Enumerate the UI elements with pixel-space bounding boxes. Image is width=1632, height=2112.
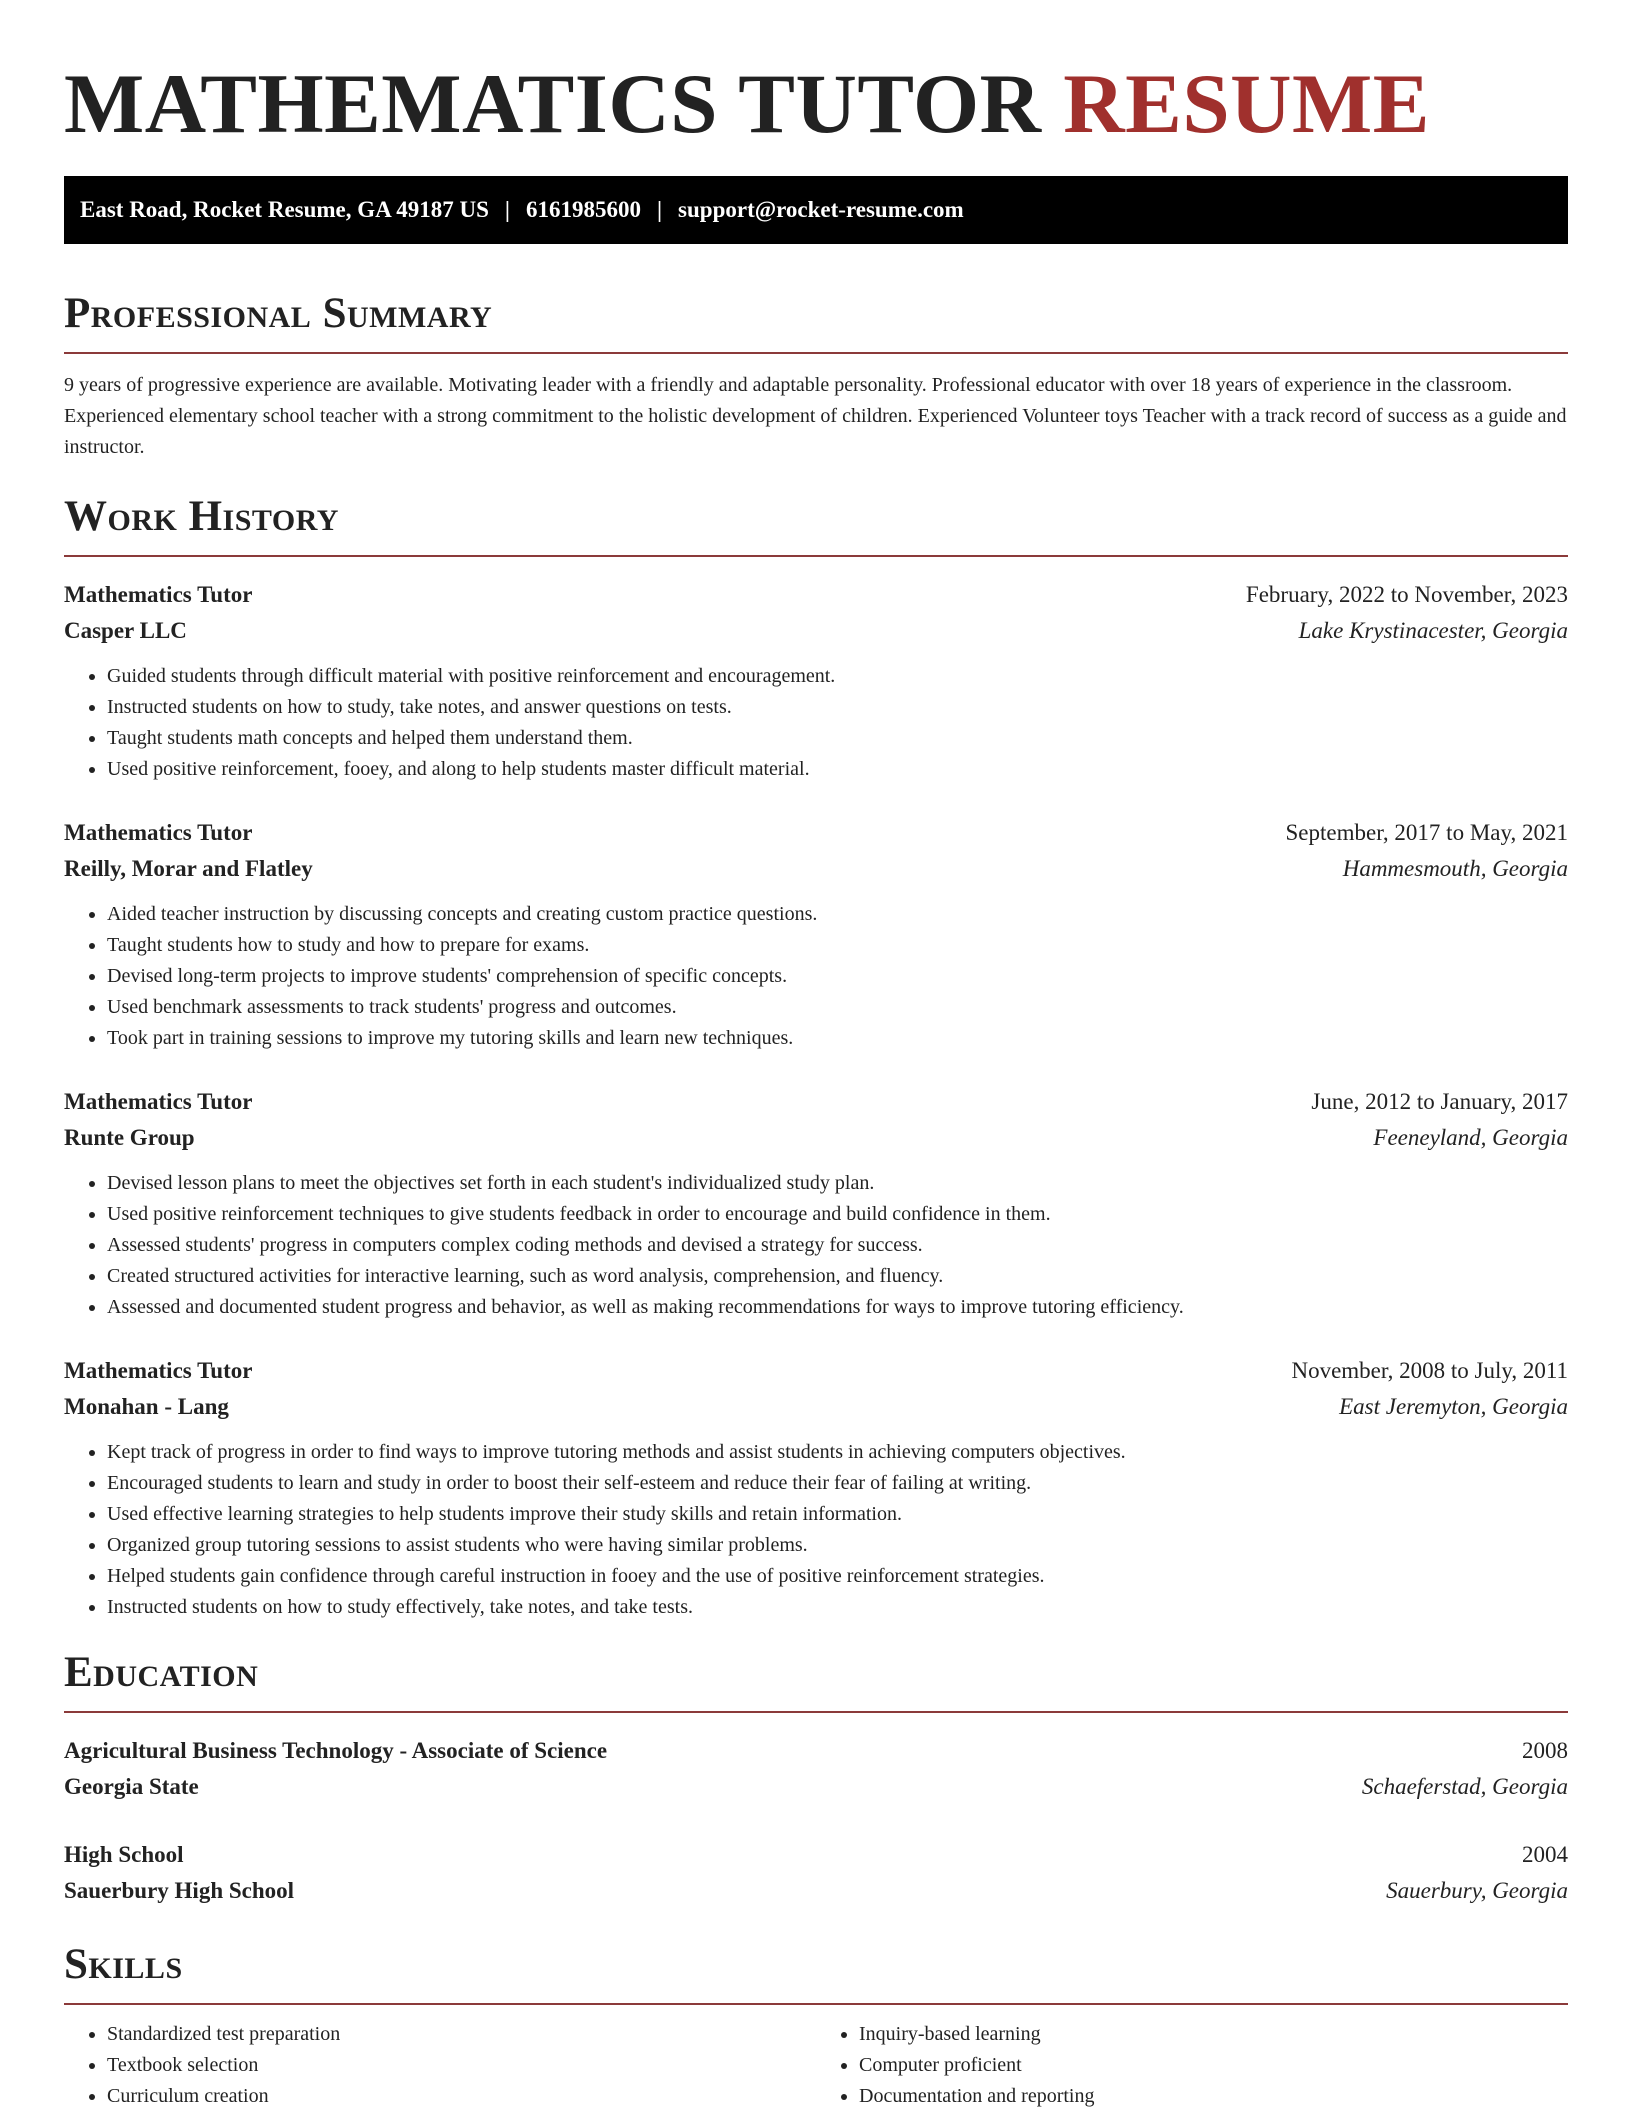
education-entry — [64, 1733, 1568, 1805]
education-degree: High School — [64, 1842, 184, 1867]
job-title: Mathematics Tutor — [64, 1089, 253, 1114]
section-divider — [64, 555, 1568, 557]
job-bullet: • Used benchmark assessments to track students' progress and outcomes. — [107, 992, 1568, 1023]
skill-item: • Textbook selection — [107, 2050, 816, 2081]
job-bullets — [64, 661, 1568, 785]
education-school: Sauerbury High School — [64, 1878, 295, 1903]
job-bullets — [64, 1437, 1568, 1623]
job-location: East Jeremyton, Georgia — [1339, 1394, 1568, 1419]
skills-heading: Skills — [64, 1941, 183, 1988]
skills-column-right — [816, 2019, 1568, 2112]
work-history-heading: Work History — [64, 493, 339, 540]
job-bullet: • Organized group tutoring sessions to assist students who were having similar problems. — [107, 1530, 1568, 1561]
job-bullet: • Took part in training sessions to improve my tutoring skills and learn new techniques. — [107, 1023, 1568, 1054]
job-bullet: • Encouraged students to learn and study in order to boost their self-esteem and reduce their fear of failing at writing. — [107, 1468, 1568, 1499]
job-entry — [64, 577, 1568, 785]
job-entry — [64, 1353, 1568, 1623]
section-divider — [64, 352, 1568, 354]
title-accent: RESUME — [1063, 57, 1430, 151]
job-bullet: • Helped students gain confidence through careful instruction in fooey and the use of positive reinforcement strategies. — [107, 1561, 1568, 1592]
education-location: Schaeferstad, Georgia — [1361, 1774, 1568, 1799]
skill-item: • Documentation and reporting — [859, 2081, 1568, 2112]
education-location: Sauerbury, Georgia — [1386, 1878, 1568, 1903]
job-dates: September, 2017 to May, 2021 — [1285, 820, 1568, 845]
job-bullet: • Devised lesson plans to meet the objectives set forth in each student's individualized study plan. — [107, 1168, 1568, 1199]
summary-text: 9 years of progressive experience are available. Motivating leader with a friendly and adaptable personality. Professional educator with over 18 years of experience in the classroom. Experienced elementary school teacher with a strong commitment to the holistic development of children. Experienced Volunteer toys Teacher with a track record of success as a guide and instructor. — [64, 374, 1567, 458]
job-location: Hammesmouth, Georgia — [1342, 856, 1568, 881]
job-bullets — [64, 899, 1568, 1054]
education-section — [64, 1647, 1568, 1909]
job-bullet: • Devised long-term projects to improve students' comprehension of specific concepts. — [107, 961, 1568, 992]
job-bullet: • Used positive reinforcement techniques to give students feedback in order to encourage and build confidence in them. — [107, 1199, 1568, 1230]
education-heading: Education — [64, 1649, 259, 1696]
job-bullet: • Used effective learning strategies to help students improve their study skills and retain information. — [107, 1499, 1568, 1530]
job-company: Reilly, Morar and Flatley — [64, 856, 313, 881]
education-year: 2008 — [1522, 1738, 1568, 1763]
title-main: MATHEMATICS TUTOR — [64, 57, 1042, 151]
job-title: Mathematics Tutor — [64, 1358, 253, 1383]
contact-separator: | — [504, 197, 510, 222]
contact-separator: | — [656, 197, 663, 222]
skill-item: • Standardized test preparation — [107, 2019, 816, 2050]
education-school: Georgia State — [64, 1774, 199, 1799]
job-dates: November, 2008 to July, 2011 — [1291, 1358, 1568, 1383]
education-year: 2004 — [1522, 1842, 1568, 1867]
job-bullet: • Kept track of progress in order to find ways to improve tutoring methods and assist students in achieving computers objectives. — [107, 1437, 1568, 1468]
job-bullet: • Taught students math concepts and helped them understand them. — [107, 723, 1568, 754]
skill-item: • Computer proficient — [859, 2050, 1568, 2081]
job-title: Mathematics Tutor — [64, 582, 253, 607]
job-title: Mathematics Tutor — [64, 820, 253, 845]
contact-phone: 6161985600 — [525, 197, 641, 222]
education-entry — [64, 1837, 1568, 1909]
resume-title — [64, 56, 1568, 152]
job-dates: June, 2012 to January, 2017 — [1311, 1089, 1568, 1114]
job-bullet: • Assessed students' progress in computers complex coding methods and devised a strategy for success. — [107, 1230, 1568, 1261]
contact-email: support@rocket-resume.com — [678, 197, 964, 222]
skill-item: • Curriculum creation — [107, 2081, 816, 2112]
skills-grid — [64, 2019, 1568, 2112]
job-bullets — [64, 1168, 1568, 1323]
job-company: Monahan - Lang — [64, 1394, 229, 1419]
section-divider — [64, 2003, 1568, 2005]
summary-heading: Professional Summary — [64, 290, 493, 337]
contact-address: East Road, Rocket Resume, GA 49187 US — [80, 197, 489, 222]
job-entry — [64, 1084, 1568, 1323]
skills-column-left — [64, 2019, 816, 2112]
job-dates: February, 2022 to November, 2023 — [1245, 582, 1568, 607]
job-bullet: • Created structured activities for interactive learning, such as word analysis, comprehension, and fluency. — [107, 1261, 1568, 1292]
job-bullet: • Instructed students on how to study effectively, take notes, and take tests. — [107, 1592, 1568, 1623]
job-bullet: • Assessed and documented student progress and behavior, as well as making recommendations for ways to improve tutoring efficiency. — [107, 1292, 1568, 1323]
job-company: Runte Group — [64, 1125, 195, 1150]
skill-item: • Inquiry-based learning — [859, 2019, 1568, 2050]
job-company: Casper LLC — [64, 618, 187, 643]
work-history-section — [64, 491, 1568, 1623]
job-bullet: • Instructed students on how to study, take notes, and answer questions on tests. — [107, 692, 1568, 723]
job-bullet: • Used positive reinforcement, fooey, and along to help students master difficult material. — [107, 754, 1568, 785]
education-degree: Agricultural Business Technology - Associate of Science — [64, 1738, 608, 1763]
job-entry — [64, 815, 1568, 1054]
job-location: Feeneyland, Georgia — [1373, 1125, 1568, 1150]
job-bullet: • Aided teacher instruction by discussing concepts and creating custom practice questions. — [107, 899, 1568, 930]
summary-section — [64, 288, 1568, 463]
contact-bar — [64, 176, 1568, 244]
section-divider — [64, 1711, 1568, 1713]
job-location: Lake Krystinacester, Georgia — [1298, 618, 1568, 643]
skills-section — [64, 1939, 1568, 2112]
job-bullet: • Guided students through difficult material with positive reinforcement and encouragement. — [107, 661, 1568, 692]
job-bullet: • Taught students how to study and how to prepare for exams. — [107, 930, 1568, 961]
